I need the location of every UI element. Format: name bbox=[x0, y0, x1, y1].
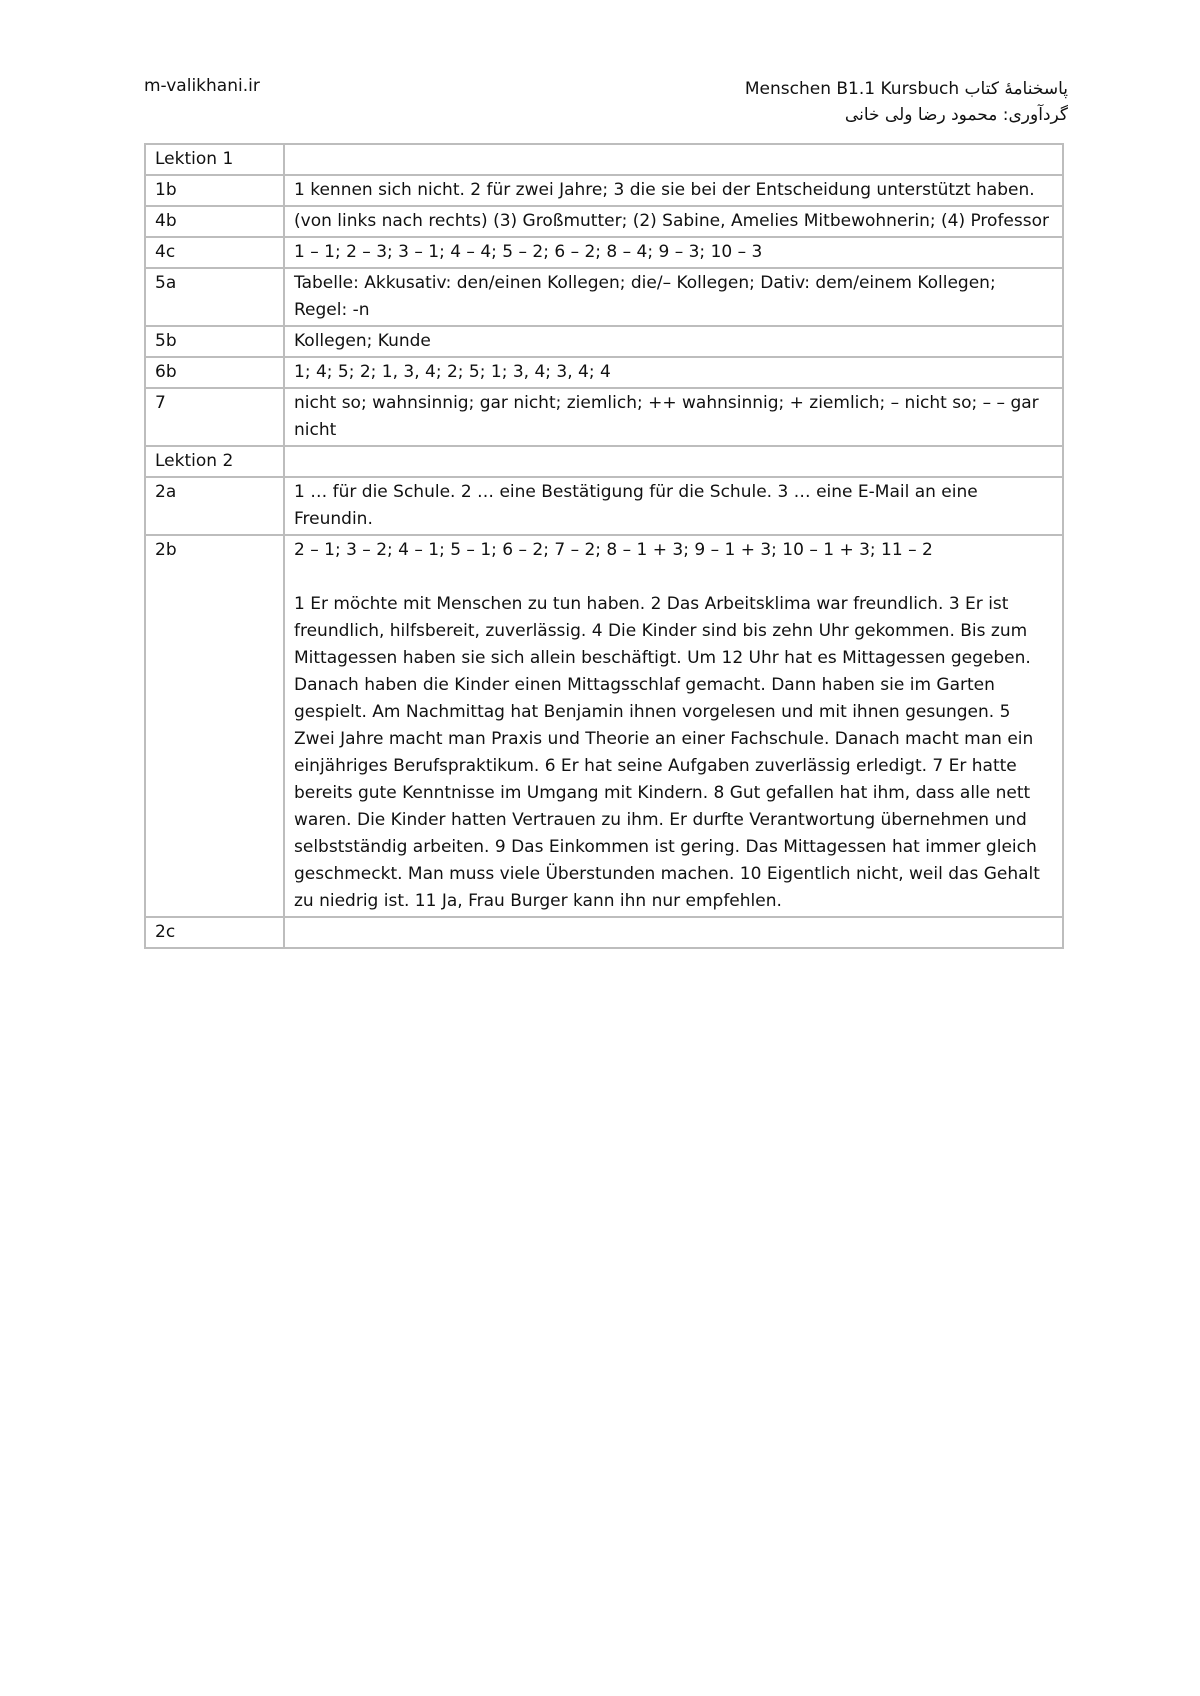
table-row bbox=[145, 206, 1063, 237]
row-answer: Tabelle: Akkusativ: den/einen Kollegen; die/– Kollegen; Dativ: dem/einem Kollegen; Regel: -n bbox=[284, 268, 1063, 326]
table-row bbox=[145, 917, 1063, 948]
row-key: 5a bbox=[145, 268, 284, 326]
row-answer: Kollegen; Kunde bbox=[284, 326, 1063, 357]
author-credit: گردآوری: محمود رضا ولی خانی bbox=[844, 105, 1068, 125]
book-title: Menschen B1.1 Kursbuch پاسخنامهٔ کتاب bbox=[744, 79, 1068, 99]
page-header bbox=[745, 76, 1068, 128]
row-answer bbox=[284, 144, 1063, 175]
table-row bbox=[145, 446, 1063, 477]
table-row bbox=[145, 144, 1063, 175]
row-key: 2a bbox=[145, 477, 284, 535]
row-key: 1b bbox=[145, 175, 284, 206]
table-row bbox=[145, 477, 1063, 535]
row-key: 2b bbox=[145, 535, 284, 917]
row-answer: 1 … für die Schule. 2 … eine Bestätigung für die Schule. 3 … eine E-Mail an eine Freundin. bbox=[284, 477, 1063, 535]
table-row bbox=[145, 237, 1063, 268]
row-key: 2c bbox=[145, 917, 284, 948]
row-key: 6b bbox=[145, 357, 284, 388]
row-answer: nicht so; wahnsinnig; gar nicht; ziemlich; ++ wahnsinnig; + ziemlich; – nicht so; – – gar nicht bbox=[284, 388, 1063, 446]
table-row bbox=[145, 388, 1063, 446]
table-row bbox=[145, 326, 1063, 357]
row-answer bbox=[284, 917, 1063, 948]
table-row bbox=[145, 535, 1063, 917]
row-answer: 1 – 1; 2 – 3; 3 – 1; 4 – 4; 5 – 2; 6 – 2; 8 – 4; 9 – 3; 10 – 3 bbox=[284, 237, 1063, 268]
row-key: 4b bbox=[145, 206, 284, 237]
answer-key-table bbox=[144, 143, 1064, 949]
row-key: 5b bbox=[145, 326, 284, 357]
row-answer: 1; 4; 5; 2; 1, 3, 4; 2; 5; 1; 3, 4; 3, 4; 4 bbox=[284, 357, 1063, 388]
row-answer: 2 – 1; 3 – 2; 4 – 1; 5 – 1; 6 – 2; 7 – 2; 8 – 1 + 3; 9 – 1 + 3; 10 – 1 + 3; 11 – 2 1 Er möchte mit Menschen zu tun haben. 2 Das Arbeitsklima war freundlich. 3 Er ist freundlich, hilfsbereit, zuverlässig. 4 Die Kinder sind bis zehn Uhr gekommen. Bis zum Mittagessen haben sie sich allein beschäftigt. Um 12 Uhr hat es Mittagessen gegeben. Danach haben die Kinder einen Mittagsschlaf gemacht. Dann haben sie im Garten gespielt. Am Nachmittag hat Benjamin ihnen vorgelesen und mit ihnen gesungen. 5 Zwei Jahre macht man Praxis und Theorie an einer Fachschule. Danach macht man ein einjähriges Berufspraktikum. 6 Er hat seine Aufgaben zuverlässig erledigt. 7 Er hatte bereits gute Kenntnisse im Umgang mit Kindern. 8 Gut gefallen hat ihm, dass alle nett waren. Die Kinder hatten Vertrauen zu ihm. Er durfte Verantwortung übernehmen und selbstständig arbeiten. 9 Das Einkommen ist gering. Das Mittagessen hat immer gleich geschmeckt. Man muss viele Überstunden machen. 10 Eigentlich nicht, weil das Gehalt zu niedrig ist. 11 Ja, Frau Burger kann ihn nur empfehlen. bbox=[284, 535, 1063, 917]
row-answer bbox=[284, 446, 1063, 477]
row-key: Lektion 1 bbox=[145, 144, 284, 175]
row-key: 4c bbox=[145, 237, 284, 268]
site-name: m-valikhani.ir bbox=[144, 76, 260, 96]
row-key: Lektion 2 bbox=[145, 446, 284, 477]
row-answer: (von links nach rechts) (3) Großmutter; (2) Sabine, Amelies Mitbewohnerin; (4) Professor bbox=[284, 206, 1063, 237]
table-row bbox=[145, 175, 1063, 206]
row-answer: 1 kennen sich nicht. 2 für zwei Jahre; 3 die sie bei der Entscheidung unterstützt haben. bbox=[284, 175, 1063, 206]
row-key: 7 bbox=[145, 388, 284, 446]
table-row bbox=[145, 357, 1063, 388]
table-row bbox=[145, 268, 1063, 326]
